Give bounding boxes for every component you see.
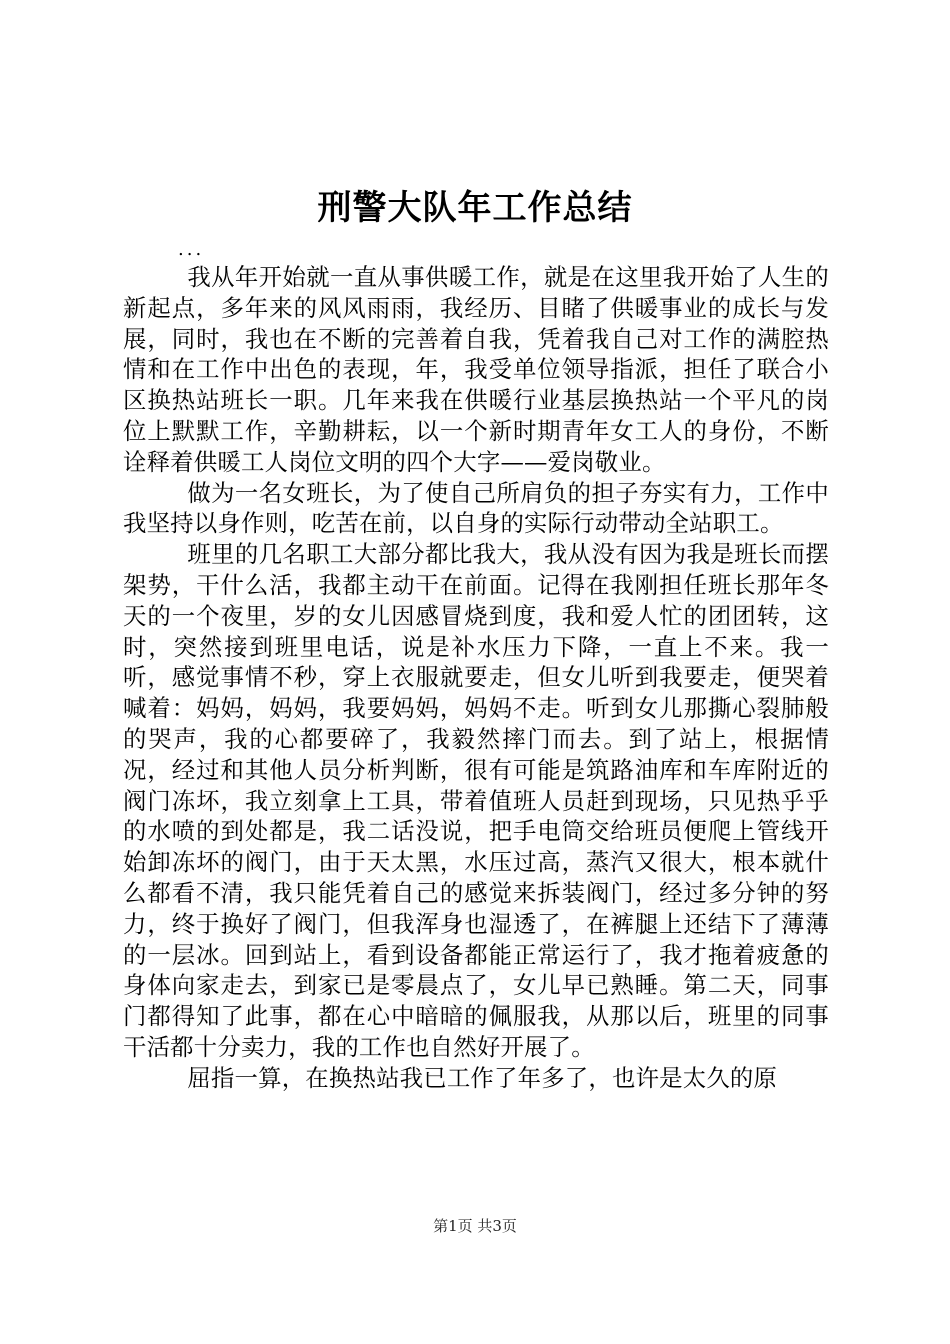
page-footer: 第1页 共3页: [433, 1217, 517, 1235]
paragraph-1: 我从年开始就一直从事供暖工作，就是在这里我开始了人生的新起点，多年来的风风雨雨，我经历、目睹了供暖事业的成长与发展，同时，我也在不断的完善着自我，凭着我自己对工作的满腔热情和在工作中出色的表现，年，我受单位领导指派，担任了联合小区换热站班长一职。几年来我在供暖行业基层换热站一个平凡的岗位上默默工作，辛勤耕耘，以一个新时期青年女工人的身份，不断诠释着供暖工人岗位文明的四个大字——爱岗敬业。: [123, 263, 829, 476]
document-body: [123, 262, 829, 1094]
ellipsis-marker: ...: [178, 239, 205, 260]
paragraph-3: 班里的几名职工大部分都比我大，我从没有因为我是班长而摆架势，干什么活，我都主动干在前面。记得在我刚担任班长那年冬天的一个夜里，岁的女儿因感冒烧到度，我和爱人忙的团团转，这时，突然接到班里电话，说是补水压力下降，一直上不来。我一听，感觉事情不秒，穿上衣服就要走，但女儿听到我要走，便哭着喊着：妈妈，妈妈，我要妈妈，妈妈不走。听到女儿那撕心裂肺般的哭声，我的心都要碎了，我毅然摔门而去。到了站上，根据情况，经过和其他人员分析判断，很有可能是筑路油库和车库附近的阀门冻坏，我立刻拿上工具，带着值班人员赶到现场，只见热乎乎的水喷的到处都是，我二话没说，把手电筒交给班员便爬上管线开始卸冻坏的阀门，由于天太黑，水压过高，蒸汽又很大，根本就什么都看不清，我只能凭着自己的感觉来拆装阀门，经过多分钟的努力，终于换好了阀门，但我浑身也湿透了，在裤腿上还结下了薄薄的一层冰。回到站上，看到设备都能正常运行了，我才拖着疲惫的身体向家走去，到家已是零晨点了，女儿早已熟睡。第二天，同事门都得知了此事，都在心中暗暗的佩服我，从那以后，班里的同事干活都十分卖力，我的工作也自然好开展了。: [123, 540, 829, 1061]
document-title: 刑警大队年工作总结: [317, 188, 633, 228]
paragraph-4: 屈指一算，在换热站我已工作了年多了，也许是太久的原: [187, 1063, 778, 1092]
paragraph-2: 做为一名女班长，为了使自己所肩负的担子夯实有力，工作中我坚持以身作则，吃苦在前，以自身的实际行动带动全站职工。: [123, 478, 829, 538]
